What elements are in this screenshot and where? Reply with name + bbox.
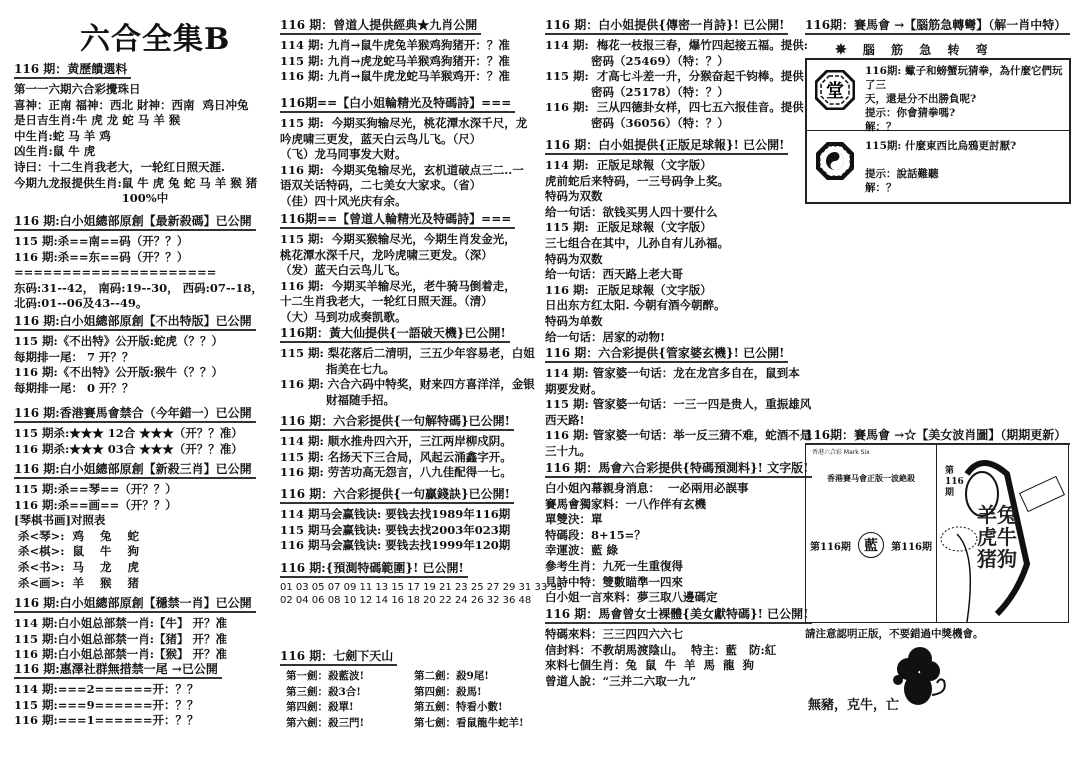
text-line: 给一句话：欲钱买男人四十要什么 (545, 204, 718, 219)
riddle-hint: 提示：說話難聽 (865, 168, 939, 180)
riddle-item (807, 130, 1069, 201)
riddle-answer: 解：？ (865, 182, 897, 194)
riddle-line: 115期: 什麼東西比烏鴉更討厭? (865, 140, 1017, 152)
text-line: 116 期: 六合六码中特奖，财来四方喜洋洋，金银 (280, 377, 535, 392)
sword-item: 第四劍：殺馬! (414, 685, 482, 698)
text-line: 特碼來料：三三四四六六七 (545, 627, 683, 641)
section-header: 116 期：白小姐提供{正版足球報}! 已公開! (545, 137, 788, 155)
section-header: 116 期:白小姐總部原創【最新殺碼】已公開 (14, 213, 256, 231)
column-middle-right (545, 0, 812, 763)
no-special-section (14, 310, 276, 396)
wave-color: 藍 (858, 532, 884, 558)
kill-number-section (14, 210, 276, 312)
riddle-header: 116期：賽馬會 →【腦筋急轉彎】（解一肖中特） (805, 17, 1070, 35)
section-header: 116 期:{預測特碼範圍}! 已公開! (280, 560, 468, 578)
text-line: 115 期马会赢钱诀: 要钱去找2003年023期 (280, 522, 511, 537)
footer-text: 無豬，克牛，亡 (808, 698, 900, 713)
text-line: 116 期: 正版足球報（文字版） (545, 282, 712, 297)
text-line: 100%中 (121, 191, 169, 206)
text-line: 每期排一尾： 0 开？？ (14, 380, 134, 395)
text-line: 三十九。 (545, 443, 591, 458)
text-line: 今期九龙报提供生肖:鼠 牛 虎 兔 蛇 马 羊 猴 猪 (14, 175, 258, 190)
section-header: 116 期:香港賽馬會禁合（今年錯一）已公開 (14, 405, 256, 423)
almanac-section (14, 58, 276, 207)
text-line: 喜神：正南 福神：西北 財神：西南 鸡日冲兔 (14, 97, 249, 112)
poster-notice: 請注意認明正版，不要錯過中獎機會。 (805, 628, 984, 640)
text-line: 115 期杀:★★★ 12合 ★★★（开？？准） (14, 426, 243, 440)
section-header: 116 期：曾道人提供經典★九肖公開 (280, 17, 481, 35)
riddle-code-section (280, 410, 542, 481)
text-line: 凶生肖:鼠 牛 虎 (14, 144, 96, 159)
huangdaxian-section (280, 322, 542, 408)
wave-title: 香港賽马會正版一波絶殺 (827, 473, 915, 483)
section-header: 116 期：七劍下天山 (280, 648, 397, 666)
baixiaojie-poem-section (280, 92, 542, 210)
text-line: 116 期杀:★★★ 03合 ★★★（开？？准） (14, 441, 243, 456)
text-line: 115 期: 今期买狗输尽光，桃花潭水深千尺，龙 (280, 116, 528, 130)
text-line: 114 期: 管家婆一句话：龙在龙宫多自在，鼠到本 (545, 366, 800, 380)
text-line: 116 期: 九肖→鼠牛虎龙蛇马羊猴鸡开：？准 (280, 69, 510, 84)
poster-issue: 第116期 (945, 466, 964, 498)
text-line: 116 期马会赢钱诀: 要钱去找1999年120期 (280, 538, 511, 553)
text-line: 見詩中特：雙數瞄準一四來 (545, 574, 683, 589)
section-header: 116 期：黄歷饋選料 (14, 61, 131, 79)
text-line: 虎前蛇后来特码，一三号码争上奖。 (545, 173, 729, 188)
nine-zodiac-section (280, 14, 542, 85)
section-header: 116 期：馬會曾女士裸體{美女獻特碼}! 已公開! (545, 606, 812, 624)
riddle-item (807, 60, 1069, 133)
text-line: 期要发财。 (545, 381, 603, 396)
text-line: 曾道人說：“三并二六取一九” (545, 673, 697, 688)
seven-swords-section (280, 645, 542, 731)
text-line: 115 期: 梨花落后二清明，三五少年容易老，白姐 (280, 346, 535, 360)
text-line: 第一一六期六合彩攪珠日 (14, 82, 141, 96)
text-line: 116 期: 管家婆一句话：举一反三猜不难，蛇酒不是 (545, 428, 812, 443)
text-line: 116 期:杀==东==码（开？？） (14, 249, 189, 264)
text-line: （发）蓝天白云鸟儿飞。 (280, 263, 407, 278)
column-left (14, 0, 276, 763)
beauty-code-section (545, 603, 809, 689)
text-line: 115 期: 正版足球報（文字版） (545, 220, 712, 235)
text-line: （飞）龙马同事发大财。 (280, 147, 407, 162)
text-line: 114 期: 顺水推舟四六开，三江两岸柳戍阴。 (280, 434, 512, 448)
text-line: 杀<棋>: 鼠 牛 狗 (14, 544, 140, 559)
text-line: 116 期: 三从四德卦女样，四七五六报佳音。提供: (545, 100, 809, 115)
forecast-material-section (545, 457, 809, 606)
border-text: 香港六合彩 Mark Six (812, 449, 870, 456)
svg-text:堂: 堂 (826, 81, 844, 102)
text-line: 115 期: 九肖→虎龙蛇马羊猴鸡狗猪开：？准 (280, 53, 510, 68)
yin-yang-bagua-icon (815, 141, 855, 181)
text-line: 116 期: 劳苦功高无怨言，八九佳配得一七。 (280, 465, 512, 480)
text-line: 十二生肖我老大，一轮红日照天涯。（清） (280, 294, 493, 309)
poster-image (805, 443, 1069, 623)
text-line: 115 期: 才高七斗差一升，分猴奋起千钧棒。提供: (545, 69, 809, 84)
sword-item: 第七劍：看鼠龍牛蛇羊! (414, 716, 524, 729)
poster-header: 116期：賽馬會 →☆【美女波肖圖】（期期更新） (805, 427, 1070, 445)
text-line: 114 期:===2======开：？？ (14, 682, 199, 696)
text-line: 中生肖:蛇 马 羊 鸡 (14, 128, 111, 143)
forecast-range-section (280, 557, 564, 607)
text-line: 115 期:杀==琴==（开？？） (14, 482, 177, 496)
text-line: 115 期:白小姐总部禁一肖:【猪】 开？准 (14, 631, 228, 646)
text-line: 特碼段：8+15=？ (545, 527, 646, 542)
text-line: 115 期:===9======开：？？ (14, 697, 199, 712)
sword-item: 第五劍：特看小數! (414, 701, 503, 714)
section-header: 116 期：六合彩提供{一句贏錢訣}已公開! (280, 486, 514, 504)
text-line: 财福随手招。 (326, 392, 395, 407)
text-line: 參考生肖：九死一生重復得 (545, 558, 683, 573)
banned-combo-section (14, 402, 276, 457)
section-header: 116期==【曾道人輪精光及特碼詩】=== (280, 211, 515, 229)
text-line: 密码（25178）（特：？） (591, 84, 729, 99)
riddle-subtitle (805, 41, 1075, 58)
poster-zodiacs: 羊兔虎牛猪狗 (977, 503, 1017, 571)
text-line: 114 期: 正版足球報（文字版） (545, 158, 712, 172)
text-line: 语双关话特码，二七美女大家求。（省） (280, 178, 482, 193)
text-line: 桃花潭水深千尺，龙吟虎啸三更发。（深） (280, 247, 493, 262)
text-line: 特码为双数 (545, 251, 603, 266)
text-line: 给一句话：居家的动物! (545, 329, 666, 344)
banned-tail-section (14, 658, 276, 729)
section-header: 116 期:白小姐總部原創【不出特版】已公開 (14, 313, 256, 331)
text-line: 密码（36056）（特：？） (591, 115, 729, 130)
sword-item: 第一劍：殺藍波! (286, 670, 365, 682)
text-line: 115 期:《不出特》公开版:蛇虎（？？） (14, 334, 223, 348)
section-header: 116 期：六合彩提供{管家婆玄機}! 已公開! (545, 345, 788, 363)
text-line: 信封料：不教胡馬渡陰山。 特主：藍 防:紅 (545, 642, 777, 657)
text-line: 东码:31--42， 南码:19--30， 西码:07--18， (14, 280, 263, 295)
sword-item: 第三劍：殺3合! (286, 685, 361, 698)
dragon-icon: ✵ (835, 42, 853, 58)
text-line: 日出东方红太阳. 今朝有酒今朝醉。 (545, 298, 726, 313)
section-header: 116 期:白小姐總部原創【穩禁一肖】已公開 (14, 595, 256, 613)
text-line: 116 期:白小姐总部禁一肖:【猴】 开？准 (14, 647, 228, 662)
text-line: 來料七個生肖：兔 鼠 牛 羊 馬 龍 狗 (545, 658, 755, 673)
riddle-subtitle-text: 腦 筋 急 转 弯 (862, 43, 994, 57)
section-header: 116 期:白小姐總部原創【新殺三肖】已公開 (14, 461, 256, 479)
text-line: 诗曰：十二生肖我老大，一轮红日照天涯. (14, 159, 226, 174)
issue-label: 第116期 (810, 541, 851, 553)
text-line: 杀<书>: 马 龙 虎 (14, 559, 140, 574)
text-line: 西天路! (545, 412, 585, 427)
riddle-box (805, 58, 1071, 204)
text-line: [琴棋书画]对照表 (14, 513, 106, 528)
text-line: 01 03 05 07 09 11 13 15 17 19 21 23 25 27 29 31 33 35 (280, 582, 564, 593)
sword-item: 第四劍：殺單! (286, 701, 354, 714)
sword-item: 第六劍：殺三門! (286, 716, 365, 729)
text-line: 指美在七九。 (326, 361, 395, 376)
password-poem-section (545, 14, 809, 132)
column-middle-left (280, 0, 564, 763)
section-header: 116 期：六合彩提供{一句解特碼}已公開! (280, 413, 514, 431)
riddle-answer: 解：？ (865, 121, 897, 133)
winning-tip-section (280, 483, 542, 554)
section-header: 116 期：白小姐提供{傳密一肖詩}! 已公開! (545, 17, 788, 35)
text-line: 杀<画>: 羊 猴 猪 (14, 575, 140, 590)
riddle-line: 天，還是分不出勝負呢? (865, 93, 977, 105)
text-line: 白小姐一言來料：夢三取八邊碼定 (545, 590, 718, 605)
text-line: 杀<琴>: 鸡 兔 蛇 (14, 528, 140, 543)
text-line: 115 期: 今期买猴输尽光，今期生肖发金光， (280, 232, 516, 246)
sword-grid (280, 669, 542, 731)
text-line: ===================== (14, 265, 217, 280)
text-line: 幸運波：藍 綠 (545, 543, 619, 558)
text-line: 给一句话：西天路上老大哥 (545, 267, 683, 282)
text-line: 116 期:杀==画==（开？？） (14, 497, 177, 512)
text-line: 白小姐內幕親身消息： 一必兩用必誤事 (545, 481, 749, 495)
text-line: 115 期:杀==南==码（开？？） (14, 234, 189, 248)
text-line: 密码（25469）（特：？） (591, 53, 729, 68)
text-line: 特码为单数 (545, 313, 603, 328)
wave-chart (806, 444, 937, 622)
riddle-hint: 提示：你會猜拳嗎? (865, 107, 956, 119)
woman-illustration (937, 444, 1068, 622)
text-line: （大）马到功成奏凯歌。 (280, 309, 407, 324)
text-line: 三七组合在其中，儿孙自有儿孙福。 (545, 235, 729, 250)
sword-item: 第二劍：殺9尾! (414, 670, 489, 682)
text-line: 115 期: 名扬天下三合局，风起云涌鑫字开。 (280, 449, 512, 464)
text-line: 115 期: 管家婆一句话：一三一四是贵人，重振雄风 (545, 397, 812, 412)
section-header: 116 期：馬會六合彩提供{特碼預測料}! 文字版! (545, 460, 812, 478)
bagua-seal-icon (815, 70, 855, 110)
text-line: 每期排一尾： 7 开？？ (14, 349, 134, 364)
issue-label: 第116期 (891, 541, 932, 553)
text-line: 114 期: 梅花一枝报三春，爆竹四起接五福。提供: (545, 38, 809, 52)
text-line: 單雙決：單 (545, 512, 603, 527)
text-line: 116 期:《不出特》公开版:猴牛（？？） (14, 365, 223, 380)
zengdaoren-poem-section (280, 208, 542, 326)
text-line: 北码:01--06及43--49。 (14, 296, 148, 311)
text-line: 特码为双数 (545, 189, 603, 204)
text-line: 114 期马会赢钱诀: 要钱去找1989年116期 (280, 507, 511, 521)
text-line: （佳）四十风光庆有余。 (280, 193, 407, 208)
text-line: 吟虎啸三更发，蓝天白云鸟儿飞。（尺） (280, 131, 482, 146)
housekeeper-section (545, 342, 812, 460)
riddle-section (805, 14, 1075, 58)
text-line: 賽馬會獨家料：一八作伴有玄機 (545, 496, 706, 511)
riddle-line: 116期: 蠍子和螃蟹玩猜拳，為什麼它們玩了三 (865, 65, 1063, 91)
text-line: 02 04 06 08 10 12 14 16 18 20 22 24 26 32 36 48 (280, 595, 532, 606)
text-line: 116 期: 今期买羊输尽光，老牛骑马倒着走， (280, 278, 516, 293)
page-title: 六合全集B (80, 22, 231, 57)
section-header: 116 期:惠澤社群無措禁一尾 →已公開 (14, 661, 222, 679)
section-header: 116期==【白小姐輪精光及特碼詩】=== (280, 95, 515, 113)
kill-three-section (14, 458, 276, 591)
text-line: 是日吉生肖:牛 虎 龙 蛇 马 羊 猴 (14, 113, 181, 128)
text-line: 116 期:===1======开：？？ (14, 713, 199, 728)
text-line: 116 期: 今期买兔输尽光，玄机道破点三二..一 (280, 162, 524, 177)
text-line: 114 期: 九肖→鼠牛虎兔羊猴鸡狗猪开：？准 (280, 38, 510, 52)
riddle-line (865, 153, 1063, 167)
section-header: 116期：黃大仙提供{一語破天機}已公開! (280, 325, 510, 343)
football-news-section (545, 134, 800, 345)
text-line: 114 期:白小姐总部禁一肖:【牛】 开？准 (14, 616, 228, 630)
banned-zodiac-section (14, 592, 276, 663)
poster-section (805, 424, 1075, 445)
